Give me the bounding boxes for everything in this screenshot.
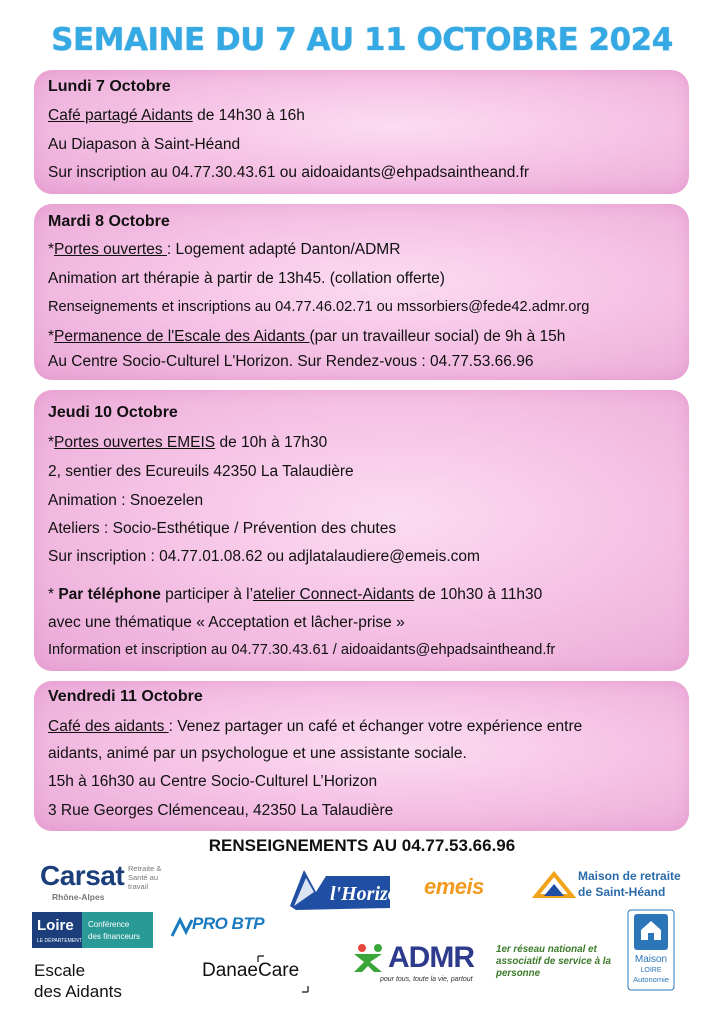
admr-people-icon — [352, 940, 388, 976]
carsat-logo: Carsat Retraite & Santé au travail Rhône-Alpes — [40, 860, 162, 902]
tuesday-line-5: Au Centre Socio-Culturel L'Horizon. Sur Rendez-vous : 04.77.53.66.96 — [48, 353, 534, 370]
maison-loire-emblem — [628, 910, 674, 990]
friday-line-2: aidants, animé par un psychologue et une assistante sociale. — [48, 745, 467, 762]
friday-line-3: 15h à 16h30 au Centre Socio-Culturel L’Horizon — [48, 773, 378, 790]
svg-text:Loire: Loire — [37, 917, 74, 934]
probtp-emblem — [172, 916, 194, 942]
danaecare-brackets — [202, 954, 312, 994]
thursday-line-2: 2, sentier des Ecureuils 42350 La Talaudière — [48, 463, 354, 480]
emeis-logo: emeis — [424, 874, 484, 899]
monday-line-3: Sur inscription au 04.77.30.43.61 ou aidoaidants@ehpadsaintheand.fr — [48, 164, 530, 181]
thursday-line-1: *Portes ouvertes EMEIS de 10h à 17h30 — [48, 434, 328, 451]
admr-logo: ADMR pour tous, toute la vie, partout — [352, 938, 488, 990]
monday-card — [34, 70, 689, 194]
renseignements-line: RENSEIGNEMENTS AU 04.77.53.66.96 — [208, 836, 516, 855]
thursday-heading: Jeudi 10 Octobre — [48, 404, 178, 421]
friday-line-4: 3 Rue Georges Clémenceau, 42350 La Talaudière — [48, 802, 394, 819]
svg-text:LOIRE: LOIRE — [640, 967, 662, 974]
thursday-line-8: Information et inscription au 04.77.30.43.61 / aidoaidants@ehpadsaintheand.fr — [48, 642, 556, 658]
thursday-card — [34, 390, 689, 671]
svg-text:des financeurs: des financeurs — [88, 932, 141, 941]
tuesday-line-4: *Permanence de l'Escale des Aidants (par un travailleur social) de 9h à 15h — [48, 328, 566, 345]
horizon-logo — [286, 862, 409, 914]
thursday-line-6: * Par téléphone participer à l’atelier Connect-Aidants de 10h30 à 11h30 — [48, 586, 543, 603]
svg-text:Autonomie: Autonomie — [633, 975, 669, 984]
monday-heading: Lundi 7 Octobre — [48, 78, 171, 95]
thursday-line-7: avec une thématique « Acceptation et lâcher-prise » — [48, 614, 405, 631]
escale-des-aidants-logo: Escale des Aidants — [34, 961, 122, 1001]
danaecare-logo: DanaeCare — [202, 954, 312, 994]
horizon-emblem — [286, 862, 409, 914]
svg-text:Conférence: Conférence — [88, 920, 130, 929]
tuesday-heading: Mardi 8 Octobre — [48, 213, 170, 230]
tuesday-line-2: Animation art thérapie à partir de 13h45. (collation offerte) — [48, 270, 445, 287]
loire-departement-logo — [32, 912, 153, 948]
tuesday-line-1: *Portes ouvertes : Logement adapté Danton/ADMR — [48, 241, 401, 258]
friday-heading: Vendredi 11 Octobre — [48, 688, 203, 705]
house-icon — [532, 866, 576, 902]
maison-loire-autonomie-logo — [628, 910, 674, 990]
friday-line-1: Café des aidants : Venez partager un café et échanger votre expérience entre — [48, 718, 583, 735]
tuesday-line-3: Renseignements et inscriptions au 04.77.46.02.71 ou mssorbiers@fede42.admr.org — [48, 299, 590, 315]
thursday-line-3: Animation : Snoezelen — [48, 492, 204, 509]
friday-card — [34, 681, 689, 831]
page-title: SEMAINE DU 7 AU 11 OCTOBRE 2024 — [51, 22, 673, 58]
loire-emblem — [32, 912, 153, 948]
svg-text:Maison: Maison — [634, 954, 668, 965]
thursday-line-4: Ateliers : Socio-Esthétique / Prévention des chutes — [48, 520, 397, 537]
admr-reseau-text: 1er réseau national et associatif de service à la personne — [496, 944, 611, 979]
monday-line-1: Café partagé Aidants de 14h30 à 16h — [48, 107, 305, 124]
horizon-text: l'Horizon — [330, 883, 409, 905]
tuesday-card — [34, 204, 689, 380]
svg-text:LE DÉPARTEMENT: LE DÉPARTEMENT — [37, 938, 82, 944]
maison-saint-heand-logo: Maison de retraite de Saint-Héand — [532, 864, 692, 904]
monday-line-2: Au Diapason à Saint-Héand — [48, 136, 241, 153]
thursday-line-5: Sur inscription : 04.77.01.08.62 ou adjlatalaudiere@emeis.com — [48, 548, 480, 565]
probtp-logo: PRO BTP — [172, 910, 272, 942]
